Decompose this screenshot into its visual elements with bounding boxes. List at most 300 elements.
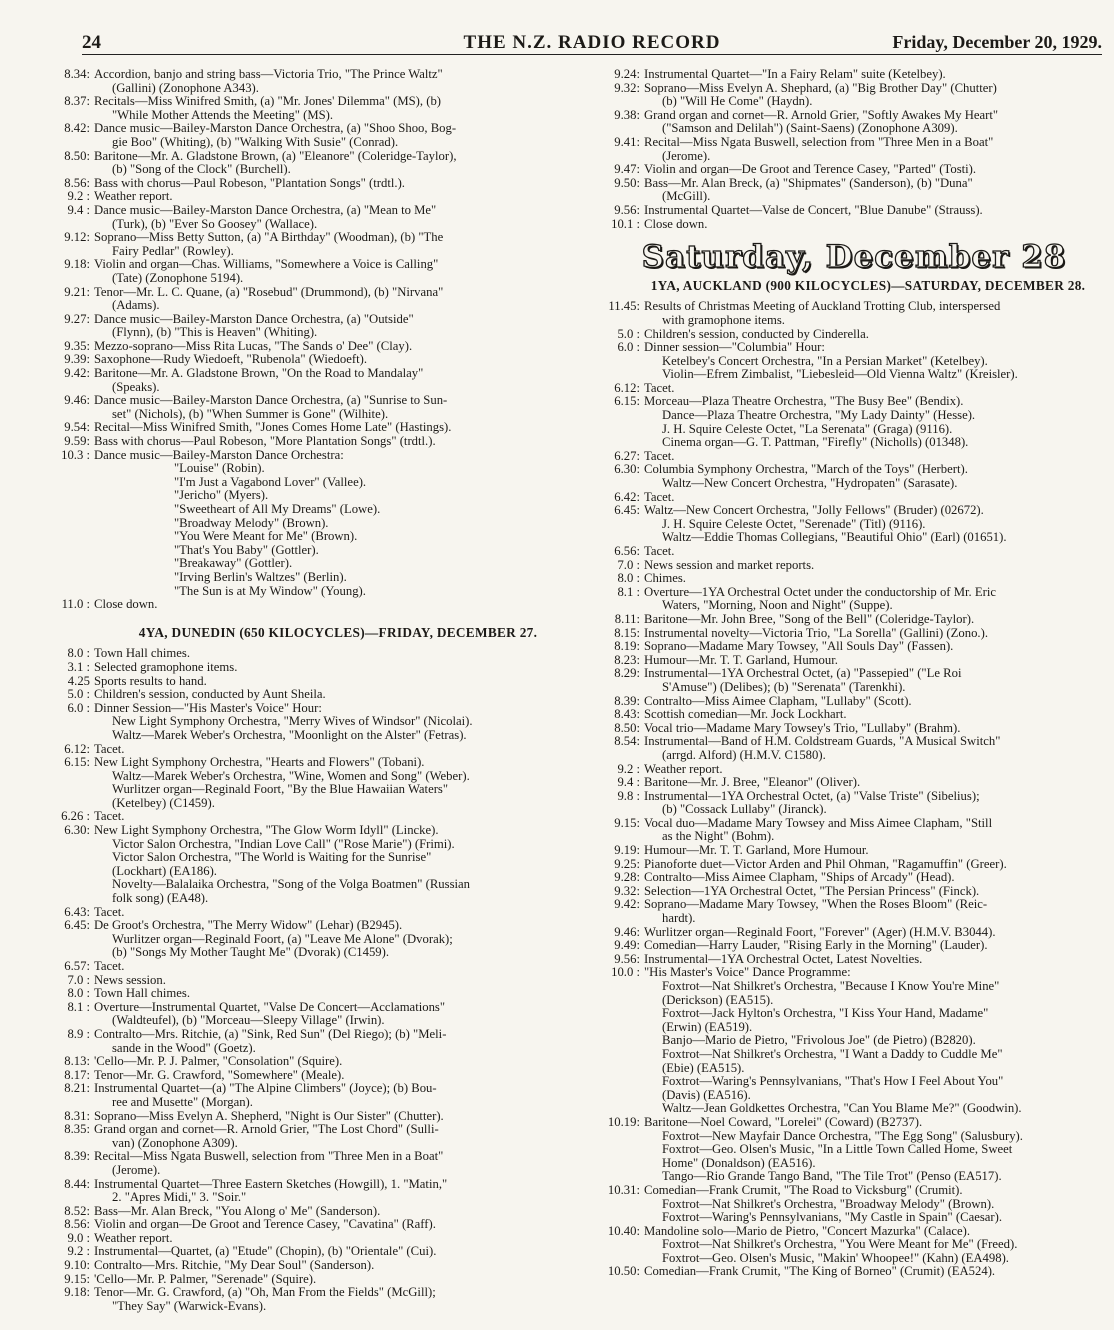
program-entry — [44, 688, 592, 702]
entry-time — [44, 1300, 94, 1314]
entry-text: Baritone—Mr. A. Gladstone Brown, (a) "Eleanore" (Coleridge-Taylor), — [94, 148, 457, 163]
entry-time — [44, 326, 94, 340]
entry-time — [44, 381, 94, 395]
entry-text: Ketelbey's Concert Orchestra, "In a Persian Market" (Ketelbey). — [662, 353, 988, 368]
entry-text: New Light Symphony Orchestra, "Merry Wives of Windsor" (Nicolai). — [112, 714, 473, 729]
program-entry — [44, 1259, 592, 1273]
entry-text: Contralto—Mrs. Ritchie, (a) "Sink, Red Sun" (Del Riego); (b) "Meli- — [94, 1026, 447, 1041]
entry-time — [44, 299, 94, 313]
entry-text: (Turk), (b) "Ever So Goosey" (Wallace). — [112, 216, 318, 231]
entry-text: Foxtrot—Geo. Olsen's Music, "Makin' Whoopee!" (Kahn) (EA498). — [662, 1250, 1009, 1265]
entry-time: 9.46: — [64, 393, 90, 408]
entry-text: Weather report. — [644, 761, 723, 776]
entry-time: 6.12: — [614, 380, 640, 395]
program-entry — [44, 647, 592, 661]
entry-text: Wurlitzer organ—Reginald Foort, (a) "Leave Me Alone" (Dvorak); — [112, 931, 453, 946]
program-entry — [44, 1205, 592, 1219]
entry-text: (b) "Will He Come" (Haydn). — [662, 94, 813, 109]
program-entry — [44, 1232, 592, 1246]
program-entry — [594, 599, 1102, 613]
entry-time — [594, 314, 644, 328]
entry-time: 6.15: — [614, 394, 640, 409]
program-entry — [44, 783, 592, 797]
program-entry — [594, 1265, 1102, 1279]
program-entry — [44, 109, 592, 123]
program-entry — [594, 1157, 1102, 1171]
entry-text: Humour—Mr. T. T. Garland, More Humour. — [644, 843, 869, 858]
entry-text: J. H. Squire Celeste Octet, "La Serenata" (Graga) (9116). — [662, 421, 953, 436]
entry-text: Foxtrot—Nat Shilkret's Orchestra, "Broadway Melody" (Brown). — [662, 1196, 995, 1211]
entry-text: "His Master's Voice" Dance Programme: — [644, 965, 851, 980]
program-entry — [594, 1007, 1102, 1021]
entry-text: (Davis) (EA516). — [662, 1087, 751, 1102]
entry-text: Foxtrot—Waring's Pennsylvanians, "That's How I Feel About You" — [662, 1074, 1004, 1089]
entry-text: (b) "Song of the Clock" (Burchell). — [112, 162, 291, 177]
entry-text: Dinner Session—"His Master's Voice" Hour: — [94, 700, 322, 715]
entry-time — [594, 681, 644, 695]
program-entry — [44, 150, 592, 164]
entry-time: 9.28: — [614, 870, 640, 885]
left-column — [44, 68, 592, 1313]
program-entry — [594, 926, 1102, 940]
program-entry — [44, 810, 592, 824]
program-entry — [44, 1001, 592, 1015]
entry-text: Instrumental Quartet—(a) "The Alpine Climbers" (Joyce); (b) Bou- — [94, 1081, 437, 1096]
entry-time: 6.30: — [64, 823, 90, 838]
entry-time — [594, 599, 644, 613]
program-entry — [594, 980, 1102, 994]
entry-time: 8.56: — [64, 1217, 90, 1232]
entry-time: 11.0 : — [61, 597, 90, 612]
entry-text: Recitals—Miss Winifred Smith, (a) "Mr. Jones' Dilemma" (MS), (b) — [94, 94, 442, 109]
song-title: "Broadway Melody" (Brown). — [174, 515, 329, 530]
program-entry — [594, 368, 1102, 382]
program-entry — [44, 1069, 592, 1083]
entry-text: Foxtrot—Waring's Pennsylvanians, "My Castle in Spain" (Caesar). — [662, 1210, 1003, 1225]
entry-time — [594, 1089, 644, 1103]
program-entry — [44, 1137, 592, 1151]
entry-time: 8.31: — [64, 1108, 90, 1123]
entry-time: 9.42: — [614, 897, 640, 912]
program-entry — [594, 871, 1102, 885]
entry-time: 7.0 : — [617, 557, 640, 572]
entry-text: Waltz—Eddie Thomas Collegians, "Beautiful Ohio" (Earl) (01651). — [662, 530, 1007, 545]
entry-text: Violin—Efrem Zimbalist, "Liebesleid—Old Vienna Waltz" (Kreisler). — [662, 367, 1018, 382]
entry-text: (Derickson) (EA515). — [662, 992, 774, 1007]
entry-time — [44, 218, 94, 232]
entry-text: Recital—Miss Winifred Smith, "Jones Comes Home Late" (Hastings). — [94, 420, 452, 435]
entry-time — [594, 355, 644, 369]
program-entry — [44, 421, 592, 435]
station-heading-4ya: 4YA, DUNEDIN (650 KILOCYCLES)—FRIDAY, DECEMBER 27. — [138, 624, 538, 640]
entry-time: 8.1 : — [67, 999, 90, 1014]
entry-text: Vocal duo—Madame Mary Towsey and Miss Aimee Clapham, "Still — [644, 815, 993, 830]
program-entry — [594, 545, 1102, 559]
entry-time — [44, 838, 94, 852]
entry-time — [594, 409, 644, 423]
publication-title: THE N.Z. RADIO RECORD — [463, 32, 721, 53]
entry-time: 8.54: — [614, 734, 640, 749]
entry-time: 6.57: — [64, 959, 90, 973]
right-column — [594, 68, 1102, 1279]
entry-text: Overture—Instrumental Quartet, "Valse De Concert—Acclamations" — [94, 999, 446, 1014]
program-entry — [44, 82, 592, 96]
entry-time: 8.39: — [64, 1149, 90, 1164]
entry-text: Foxtrot—Nat Shilkret's Orchestra, "Because I Know You're Mine" — [662, 979, 1000, 993]
song-title: "Sweetheart of All My Dreams" (Lowe). — [174, 502, 381, 516]
entry-text: Instrumental Quartet—Valse de Concert, "Blue Danube" (Strauss). — [644, 202, 983, 217]
program-list-4ya — [44, 647, 592, 1313]
entry-time — [594, 1062, 644, 1076]
entry-time — [44, 770, 94, 784]
entry-text: Columbia Symphony Orchestra, "March of the Toys" (Herbert). — [644, 462, 968, 477]
program-entry — [594, 504, 1102, 518]
entry-text: Waltz—Jean Goldkettes Orchestra, "Can You Blame Me?" (Goodwin). — [662, 1101, 1022, 1116]
entry-time: 8.42: — [64, 121, 90, 136]
entry-time: 9.12: — [64, 230, 90, 245]
entry-time — [594, 1075, 644, 1089]
entry-time: 9.18: — [64, 257, 90, 272]
entry-time: 6.45: — [64, 918, 90, 933]
entry-time — [594, 994, 644, 1008]
entry-text: New Light Symphony Orchestra, "The Glow Worm Idyll" (Lincke). — [94, 823, 439, 838]
entry-time: 9.59: — [64, 434, 90, 449]
program-entry — [44, 245, 592, 259]
entry-text: Selected gramophone items. — [94, 659, 238, 674]
entry-time: 6.15: — [64, 755, 90, 770]
program-entry — [44, 1055, 592, 1069]
song-title: "Jericho" (Myers). — [174, 488, 269, 503]
entry-time — [594, 1102, 644, 1116]
entry-text: Sports results to hand. — [94, 673, 207, 688]
entry-text: Children's session, conducted by Cinderella. — [644, 326, 869, 341]
entry-time — [594, 980, 644, 994]
entry-time: 6.0 : — [617, 340, 640, 355]
program-entry — [594, 1089, 1102, 1103]
entry-time — [44, 1137, 94, 1151]
song-title: "That's You Baby" (Gottler). — [174, 542, 319, 557]
entry-time: 10.1 : — [611, 216, 640, 231]
song-title: "I'm Just a Vagabond Lover" (Vallee). — [174, 474, 367, 489]
entry-time: 8.35: — [64, 1122, 90, 1137]
program-entry — [594, 803, 1102, 817]
entry-text: folk song) (EA48). — [112, 891, 209, 906]
entry-text: Baritone—Noel Coward, "Lorelei" (Coward) (B2737). — [644, 1114, 923, 1129]
entry-text: Close down. — [94, 597, 158, 612]
entry-text: 'Cello—Mr. P. J. Palmer, "Consolation" (Squire). — [94, 1054, 343, 1069]
entry-text: De Groot's Orchestra, "The Merry Widow" (Lehar) (B2945). — [94, 918, 403, 933]
entry-time: 8.43: — [614, 707, 640, 722]
entry-text: Cinema organ—G. T. Pattman, "Firefly" (Nicholls) (01348). — [662, 435, 969, 450]
entry-text: Tango—Rio Grande Tango Band, "The Tile Trot" (Penso (EA517). — [662, 1169, 1002, 1184]
entry-text: Town Hall chimes. — [94, 646, 191, 661]
entry-text: Soprano—Miss Evelyn A. Shepherd, "Night is Our Sister" (Chutter). — [94, 1108, 444, 1123]
program-entry — [44, 1096, 592, 1110]
program-entry — [594, 966, 1102, 980]
entry-text: Tenor—Mr. G. Crawford, "Somewhere" (Meale). — [94, 1067, 345, 1082]
program-entry — [594, 722, 1102, 736]
entry-text: (Lockhart) (EA186). — [112, 863, 217, 878]
entry-text: (Jerome). — [662, 148, 711, 163]
program-entry — [44, 68, 592, 82]
entry-text: Soprano—Madame Mary Towsey, "All Souls Day" (Fassen). — [644, 639, 954, 654]
entry-time: 9.15: — [64, 1271, 90, 1286]
program-entry — [44, 204, 592, 218]
entry-time: 6.12: — [64, 741, 90, 756]
entry-text: Tenor—Mr. G. Crawford, (a) "Oh, Man From the Fields" (McGill); — [94, 1285, 436, 1300]
program-entry — [44, 122, 592, 136]
program-entry — [44, 258, 592, 272]
station-heading-1ya: 1YA, AUCKLAND (900 KILOCYCLES)—SATURDAY, DECEMBER 28. — [650, 277, 1086, 293]
program-entry — [44, 326, 592, 340]
program-entry — [594, 328, 1102, 342]
entry-text: Waltz—Marek Weber's Orchestra, "Moonlight on the Alster" (Fetras). — [112, 727, 467, 742]
entry-text: set" (Nichols), (b) "When Summer is Gone" (Wilhite). — [112, 406, 389, 421]
entry-text: Waltz—Marek Weber's Orchestra, "Wine, Women and Song" (Weber). — [112, 768, 470, 783]
entry-time: 5.0 : — [617, 326, 640, 341]
entry-time — [44, 136, 94, 150]
entry-text: Waltz—New Concert Orchestra, "Jolly Fellows" (Bruder) (02672). — [644, 503, 984, 518]
entry-text: Baritone—Mr. John Bree, "Song of the Bell" (Coleridge-Taylor). — [644, 611, 975, 626]
program-entry — [594, 708, 1102, 722]
entry-time: 9.8 : — [617, 788, 640, 803]
program-entry — [594, 1252, 1102, 1266]
entry-text: Dinner session—"Columbia" Hour: — [644, 340, 825, 355]
entry-time — [594, 122, 644, 136]
program-entry — [44, 190, 592, 204]
entry-time: 9.35: — [64, 338, 90, 353]
program-entry — [44, 408, 592, 422]
entry-text: Waters, "Morning, Noon and Night" (Suppe). — [662, 598, 893, 613]
entry-time — [44, 783, 94, 797]
entry-text: Contralto—Mrs. Ritchie, "My Dear Soul" (Sanderson). — [94, 1258, 375, 1273]
entry-text: Fairy Pedlar" (Rowley). — [112, 243, 234, 258]
entry-text: Children's session, conducted by Aunt Sheila. — [94, 687, 326, 702]
entry-text: Close down. — [644, 216, 708, 231]
program-entry — [594, 953, 1102, 967]
entry-text: (Ketelbey) (C1459). — [112, 795, 215, 810]
program-entry — [594, 572, 1102, 586]
program-entry — [44, 313, 592, 327]
entry-time: 8.44: — [64, 1176, 90, 1191]
entry-time: 9.49: — [614, 938, 640, 953]
entry-time: 8.50: — [64, 148, 90, 163]
program-entry — [44, 381, 592, 395]
program-entry — [44, 1110, 592, 1124]
program-entry — [44, 756, 592, 770]
program-entry — [44, 1123, 592, 1137]
program-entry — [44, 715, 592, 729]
issue-date: Friday, December 20, 1929. — [892, 32, 1102, 52]
entry-text: (arrgd. Alford) (H.M.V. C1580). — [662, 747, 826, 762]
entry-text: Comedian—Frank Crumit, "The Road to Vicksburg" (Crumit). — [644, 1182, 963, 1197]
entry-time: 9.56: — [614, 951, 640, 966]
entry-time — [44, 865, 94, 879]
song-title: "The Sun is at My Window" (Young). — [174, 583, 366, 598]
program-entry — [594, 436, 1102, 450]
program-entry — [594, 1143, 1102, 1157]
entry-time: 9.2 : — [67, 1244, 90, 1259]
entry-text: Comedian—Harry Lauder, "Rising Early in the Morning" (Lauder). — [644, 938, 988, 953]
entry-time: 11.45: — [608, 299, 640, 314]
program-entry — [44, 797, 592, 811]
entry-text: Pianoforte duet—Victor Arden and Phil Ohman, "Ragamuffin" (Greer). — [644, 856, 1007, 871]
entry-time: 6.26 : — [61, 809, 90, 824]
entry-text: (Adams). — [112, 298, 160, 313]
program-entry — [594, 341, 1102, 355]
entry-time — [594, 1034, 644, 1048]
entry-time — [594, 1211, 644, 1225]
entry-text: Tacet. — [94, 959, 125, 973]
program-entry — [594, 559, 1102, 573]
entry-text: Wurlitzer organ—Reginald Foort, "Forever" (Ager) (H.M.V. B3044). — [644, 924, 996, 939]
entry-time: 6.42: — [614, 489, 640, 504]
program-entry — [594, 830, 1102, 844]
entry-time: 6.56: — [614, 544, 640, 558]
entry-time: 9.54: — [64, 420, 90, 435]
entry-text: (McGill). — [662, 189, 711, 204]
program-entry — [44, 743, 592, 757]
entry-time: 10.31: — [607, 1182, 640, 1197]
entry-time: 8.9 : — [67, 1026, 90, 1041]
entry-text: Overture—1YA Orchestral Octet under the conductorship of Mr. Eric — [644, 584, 996, 599]
entry-text: van) (Zonophone A309). — [112, 1135, 238, 1150]
program-entry — [594, 994, 1102, 1008]
program-entry — [44, 299, 592, 313]
program-entry — [594, 1048, 1102, 1062]
entry-time: 9.50: — [614, 175, 640, 190]
program-entry — [44, 1042, 592, 1056]
song-title: "Louise" (Robin). — [174, 461, 265, 476]
entry-time: 6.27: — [614, 448, 640, 463]
entry-text: Recital—Miss Ngata Buswell, selection from "Three Men in a Boat" — [94, 1149, 444, 1164]
entry-time: 8.50: — [614, 720, 640, 735]
program-entry — [594, 939, 1102, 953]
program-entry — [44, 1273, 592, 1287]
entry-time — [44, 1191, 94, 1205]
entry-text: 'Cello—Mr. P. Palmer, "Serenade" (Squire). — [94, 1271, 317, 1286]
entry-text: Mandoline solo—Mario de Pietro, "Concert Mazurka" (Calace). — [644, 1223, 971, 1238]
program-entry — [44, 838, 592, 852]
program-entry — [594, 667, 1102, 681]
entry-text: with gramophone items. — [662, 312, 785, 327]
program-entry — [594, 109, 1102, 123]
entry-text: (Waldteufel), (b) "Morceau—Sleepy Village" (Irwin). — [112, 1013, 385, 1028]
entry-text: Bass—Mr. Alan Breck, (a) "Shipmates" (Sanderson), (b) "Duna" — [644, 175, 973, 190]
entry-text: News session and market reports. — [644, 557, 815, 572]
entry-time — [44, 1042, 94, 1056]
program-entry — [44, 163, 592, 177]
entry-text: Wurlitzer organ—Reginald Foort, "By the Blue Hawaiian Waters" — [112, 782, 449, 797]
entry-text: Tacet. — [94, 809, 125, 824]
entry-text: ree and Musette" (Morgan). — [112, 1094, 253, 1109]
program-entry — [594, 1211, 1102, 1225]
program-entry — [44, 598, 592, 612]
entry-time: 9.4 : — [617, 775, 640, 790]
program-entry — [594, 1170, 1102, 1184]
program-list-1ya — [594, 300, 1102, 1279]
entry-text: (b) "Cossack Lullaby" (Jiranck). — [662, 802, 827, 817]
entry-text: Selection—1YA Orchestral Octet, "The Persian Princess" (Finck). — [644, 883, 980, 898]
entry-text: Tacet. — [94, 741, 125, 756]
entry-time: 9.47: — [614, 162, 640, 177]
program-entry — [594, 95, 1102, 109]
program-entry — [44, 865, 592, 879]
entry-text: Banjo—Mario de Pietro, "Frivolous Joe" (de Pietro) (B2820). — [662, 1033, 976, 1048]
program-entry — [44, 394, 592, 408]
entry-text: Baritone—Mr. A. Gladstone Brown, "On the Road to Mandalay" — [94, 366, 424, 381]
masthead — [82, 32, 1102, 55]
program-entry — [594, 1225, 1102, 1239]
entry-text: Contralto—Miss Aimee Clapham, "Lullaby" (Scott). — [644, 693, 912, 708]
entry-text: Morceau—Plaza Theatre Orchestra, "The Busy Bee" (Bendix). — [644, 394, 964, 409]
program-entry — [594, 1116, 1102, 1130]
entry-time — [44, 245, 94, 259]
entry-text: gie Boo" (Whiting), (b) "Walking With Susie" (Conrad). — [112, 134, 399, 149]
program-entry — [44, 851, 592, 865]
program-entry — [44, 1178, 592, 1192]
entry-time — [594, 190, 644, 204]
entry-time — [44, 715, 94, 729]
close-down-entry — [44, 598, 592, 612]
program-entry — [594, 858, 1102, 872]
entry-time: 8.52: — [64, 1203, 90, 1218]
entry-time: 8.13: — [64, 1054, 90, 1069]
program-entry — [594, 190, 1102, 204]
program-entry — [594, 68, 1102, 82]
entry-time: 9.2 : — [617, 761, 640, 776]
entry-text: Foxtrot—New Mayfair Dance Orchestra, "The Egg Song" (Salusbury). — [662, 1128, 1023, 1143]
entry-text: Dance—Plaza Theatre Orchestra, "My Lady Dainty" (Hesse). — [662, 408, 976, 423]
program-entry — [594, 681, 1102, 695]
entry-text: Instrumental—Quartet, (a) "Etude" (Chopin), (b) "Orientale" (Cui). — [94, 1244, 437, 1259]
program-entry — [594, 586, 1102, 600]
entry-time: 8.23: — [614, 652, 640, 667]
entry-time: 4.25 — [67, 673, 90, 688]
entry-time — [594, 1021, 644, 1035]
program-entry — [594, 654, 1102, 668]
program-entry — [44, 218, 592, 232]
entry-text: News session. — [94, 972, 166, 987]
program-entry — [44, 974, 592, 988]
entry-time — [594, 95, 644, 109]
program-entry — [44, 136, 592, 150]
program-entry — [594, 695, 1102, 709]
entry-time: 8.0 : — [67, 646, 90, 661]
entry-time — [594, 1170, 644, 1184]
entry-text: (Ebie) (EA515). — [662, 1060, 745, 1075]
entry-text: Town Hall chimes. — [94, 986, 191, 1001]
entry-text: Violin and organ—De Groot and Terence Casey, "Parted" (Tosti). — [644, 162, 977, 177]
entry-time — [594, 477, 644, 491]
entry-time: 5.0 : — [67, 687, 90, 702]
entry-text: "While Mother Attends the Meeting" (MS). — [112, 107, 334, 122]
program-entry — [594, 776, 1102, 790]
entry-time — [594, 1130, 644, 1144]
entry-time: 9.24: — [614, 67, 640, 81]
program-list-2ya-continued — [44, 68, 592, 462]
entry-text: Instrumental—1YA Orchestral Octet, Latest Novelties. — [644, 951, 923, 966]
entry-text: Instrumental Quartet—"In a Fairy Relam" suite (Ketelbey). — [644, 67, 946, 81]
entry-time: 9.27: — [64, 311, 90, 326]
program-entry — [594, 136, 1102, 150]
entry-time — [594, 830, 644, 844]
program-entry — [44, 1164, 592, 1178]
entry-time — [594, 368, 644, 382]
entry-text: Foxtrot—Jack Hylton's Orchestra, "I Kiss Your Hand, Madame" — [662, 1006, 989, 1021]
entry-text: Scottish comedian—Mr. Jock Lockhart. — [644, 707, 847, 722]
program-entry — [44, 1028, 592, 1042]
